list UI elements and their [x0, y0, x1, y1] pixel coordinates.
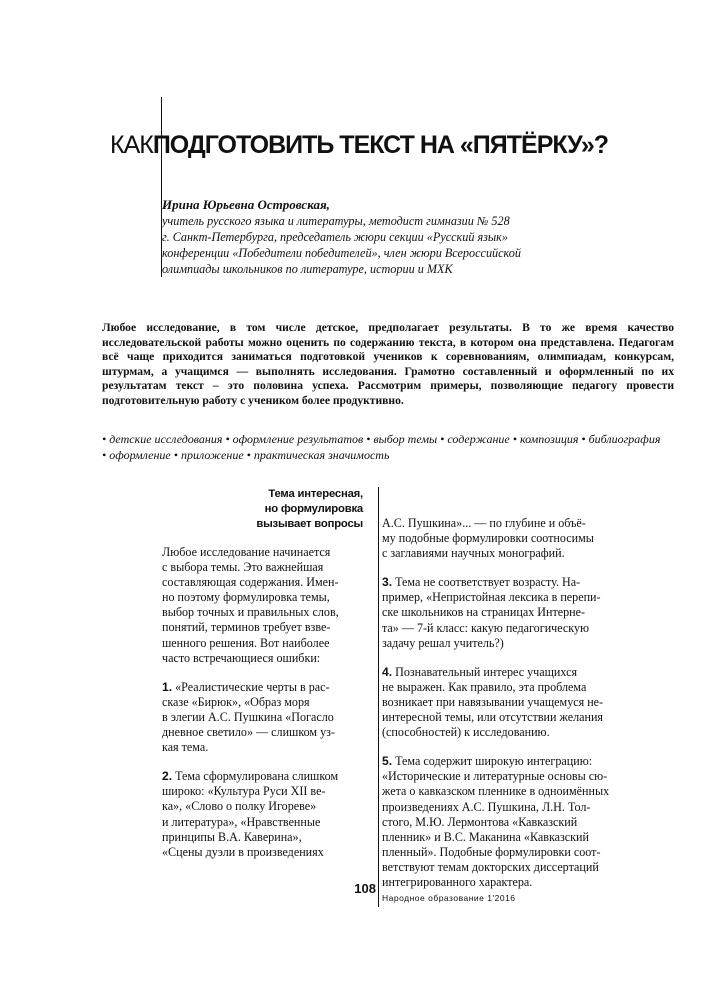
text-line: интегрированного характера. — [382, 874, 533, 889]
page-title — [110, 128, 670, 162]
text-line: 5. Тема содержит широкую интеграцию: — [382, 754, 593, 769]
text-line: ка», «Слово о полку Игореве» — [162, 799, 317, 814]
text-line: та» — 7-й класс: какую педагогическую — [382, 620, 590, 635]
title-main: ПОДГОТОВИТЬ ТЕКСТ НА «ПЯТЁРКУ»? — [152, 131, 609, 159]
text-line: и литература», «Нравственные — [162, 814, 321, 829]
column-divider — [378, 487, 379, 907]
text-line: широко: «Культура Руси XII ве- — [162, 784, 326, 799]
right-column-paragraph — [382, 754, 628, 890]
left-column — [162, 545, 372, 874]
text-line: в элегии А.С. Пушкина «Погасло — [162, 709, 334, 724]
journal-footer: Народное образование 1'2016 — [382, 893, 516, 903]
item-number: 1. — [162, 679, 173, 694]
text-line: (способностей) к исследованию. — [382, 725, 550, 740]
left-column-paragraph — [162, 545, 372, 666]
text-line: понятий, терминов требует взве- — [162, 620, 331, 635]
text-line: шенного решения. Вот наиболее — [162, 635, 330, 650]
section-heading: Тема интересная, но формулировка вызывает вопросы — [256, 488, 363, 530]
text-line: 1. «Реалистические черты в рас- — [162, 679, 330, 694]
item-number: 4. — [382, 664, 393, 679]
right-column-paragraph — [382, 516, 628, 561]
author-name: Ирина Юрьевна Островская, — [162, 197, 330, 212]
keyword-list — [102, 432, 674, 463]
text-line: ске школьников на страницах Интерне- — [382, 605, 586, 620]
text-line: дневное светило» — слишком уз- — [162, 725, 335, 740]
left-column-paragraph — [162, 680, 372, 755]
keyword-item: • библиография — [581, 432, 661, 446]
keyword-item: • оформление результатов — [225, 432, 364, 446]
keyword-item: • приложение — [173, 447, 244, 462]
text-line: 2. Тема сформулирована слишком — [162, 769, 339, 784]
text-line: задачу решал учитель?) — [382, 635, 504, 650]
author-affiliation-line: г. Санкт-Петербурга, председатель жюри секции «Русский язык» — [162, 230, 508, 244]
text-line: с выбора темы. Это важнейшая — [162, 560, 324, 575]
left-column-paragraph — [162, 769, 372, 860]
text-line: ветствуют темам докторских диссертаций — [382, 859, 599, 874]
keyword-item: • композиция — [512, 432, 579, 446]
keyword-item: • оформление — [102, 447, 171, 462]
text-line: му подобные формулировки соотносимы — [382, 531, 594, 546]
title-prefix: КАК — [110, 131, 153, 159]
text-line: интересной темы, или отсутствии желания — [382, 710, 603, 725]
keyword-item: • выбор темы — [366, 432, 438, 446]
author-block — [162, 197, 602, 277]
text-line: с заглавиями научных монографий. — [382, 546, 565, 561]
text-line: выбор точных и правильных слов, — [162, 605, 339, 620]
text-line: «Исторические и литературные основы сю- — [382, 769, 608, 784]
right-column-paragraph — [382, 575, 628, 650]
text-line: 4. Познавательный интерес учащихся — [382, 664, 578, 679]
author-affiliation-line: учитель русского языка и литературы, методист гимназии № 528 — [162, 214, 510, 228]
page-number: 108 — [354, 881, 376, 896]
text-line: стого, М.Ю. Лермонтова «Кавказский — [382, 814, 578, 829]
text-line: «Сцены дуэли в произведениях — [162, 844, 324, 859]
text-line: принципы В.А. Каверина», — [162, 829, 302, 844]
text-line: сказе «Бирюк», «Образ моря — [162, 694, 310, 709]
text-line: А.С. Пушкина»... — по глубине и объё- — [382, 516, 586, 530]
keyword-item: • практическая значимость — [246, 447, 390, 462]
text-line: пленный». Подобные формулировки соот- — [382, 844, 601, 859]
text-line: пленник» и В.С. Маканина «Кавказский — [382, 829, 589, 844]
lead-paragraph: Любое исследование, в том числе детское, предполагает результаты. В то же время качество исследовательской работы можно оценить по содержанию текста, в котором она представлена. Педагогам всё чаще приходится заниматься подготовкой учеников к соревнованиям, олимпиадам, конкурсам, штурмам, а учащимся — выполнять исследования. Грамотно составленный и оформленный по их результатам текст – это половина успеха. Рассмотрим примеры, позволяющие педагогу провести подготовительную работу с учеником более продуктивно. — [102, 321, 674, 407]
author-affiliation-line: конференции «Победители победителей», член жюри Всероссийской — [162, 246, 521, 260]
text-line: кая тема. — [162, 740, 209, 755]
text-line: возникает при навязывании учащемуся не- — [382, 694, 604, 709]
right-column — [382, 516, 628, 904]
keyword-item: • детские исследования — [102, 432, 223, 446]
text-line: часто встречающиеся ошибки: — [162, 650, 321, 665]
text-line: Любое исследование начинается — [162, 545, 331, 559]
text-line: произведениях А.С. Пушкина, Л.Н. Тол- — [382, 799, 591, 814]
right-column-paragraph — [382, 665, 628, 740]
text-line: жета о кавказском пленнике в одноимённых — [382, 784, 610, 799]
text-line: пример, «Непристойная лексика в перепи- — [382, 590, 601, 605]
author-affiliation-line: олимпиады школьников по литературе, истории и МХК — [162, 262, 453, 276]
item-number: 3. — [382, 575, 393, 590]
text-line: не выражен. Как правило, эта проблема — [382, 679, 587, 694]
text-line: но поэтому формулировка темы, — [162, 590, 330, 605]
text-line: составляющая содержания. Имен- — [162, 575, 339, 590]
text-line: 3. Тема не соответствует возрасту. На- — [382, 575, 581, 590]
keyword-item: • содержание — [440, 432, 510, 446]
item-number: 2. — [162, 769, 173, 784]
item-number: 5. — [382, 754, 393, 769]
